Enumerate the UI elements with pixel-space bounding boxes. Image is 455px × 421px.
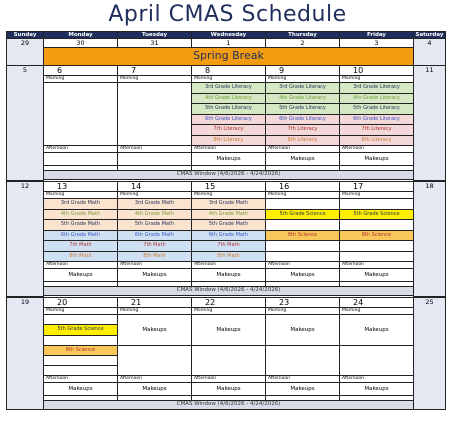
empty-slot: [340, 199, 414, 210]
event-5th-literacy: 5th Grade Literacy: [192, 104, 266, 115]
afternoon-label: Afternoon: [118, 376, 192, 383]
makeups-slot: Makeups: [118, 315, 192, 346]
event-3rd-math: 3rd Grade Math: [192, 199, 266, 210]
event-8th-math: 8th Math: [192, 251, 266, 262]
event-4th-literacy: 4th Grade Literacy: [340, 93, 414, 104]
day-header-sunday: Sunday: [7, 32, 44, 39]
makeups-slot: Makeups: [266, 269, 340, 282]
empty-slot: [44, 153, 118, 166]
event-8th-literacy: 8th Literacy: [192, 135, 266, 146]
afternoon-label: Afternoon: [118, 262, 192, 269]
event-7th-literacy: 7th Literacy: [340, 125, 414, 136]
event-4th-literacy: 4th Grade Literacy: [192, 93, 266, 104]
empty-slot: [340, 345, 414, 376]
event-7th-math: 7th Math: [192, 241, 266, 252]
event-5th-science: 5th Grade Science: [266, 209, 340, 220]
date-cell: 14: [118, 182, 192, 192]
date-cell: 21: [118, 298, 192, 308]
makeups-slot: Makeups: [118, 269, 192, 282]
date-cell: 22: [192, 298, 266, 308]
empty-slot: [44, 83, 118, 146]
morning-label: Morning: [340, 308, 414, 315]
event-3rd-literacy: 3rd Grade Literacy: [340, 83, 414, 94]
makeups-slot: Makeups: [118, 383, 192, 396]
afternoon-label: Afternoon: [118, 146, 192, 153]
makeups-slot: Makeups: [266, 315, 340, 346]
day-header-monday: Monday: [44, 32, 118, 39]
event-8th-science: 8th Science: [340, 230, 414, 241]
event-8th-math: 8th Math: [118, 251, 192, 262]
date-cell: 6: [44, 66, 118, 76]
makeups-slot: Makeups: [192, 153, 266, 166]
date-saturday: 25: [414, 298, 446, 410]
morning-label: Morning: [192, 76, 266, 83]
makeups-slot: Makeups: [266, 153, 340, 166]
empty-slot: [340, 241, 414, 252]
empty-slot: [266, 199, 340, 210]
afternoon-label: Afternoon: [44, 146, 118, 153]
page-title: April CMAS Schedule: [108, 2, 347, 27]
morning-label: Morning: [340, 192, 414, 199]
date-saturday: 18: [414, 182, 446, 297]
morning-label: Morning: [118, 76, 192, 83]
day-header-thursday: Thursday: [266, 32, 340, 39]
morning-label: Morning: [118, 192, 192, 199]
makeups-slot: Makeups: [44, 383, 118, 396]
empty-slot: [118, 153, 192, 166]
empty-slot: [266, 241, 340, 252]
cmas-window-bar: CMAS Window (4/6/2026 - 4/24/2026): [44, 287, 414, 296]
event-7th-math: 7th Math: [118, 241, 192, 252]
event-3rd-literacy: 3rd Grade Literacy: [266, 83, 340, 94]
morning-label: Morning: [266, 192, 340, 199]
morning-label: Morning: [192, 192, 266, 199]
empty-slot: [44, 335, 118, 345]
empty-slot: [266, 220, 340, 231]
makeups-slot: Makeups: [266, 383, 340, 396]
event-5th-science: 5th Grade Science: [340, 209, 414, 220]
empty-slot: [118, 83, 192, 146]
week-row: [7, 39, 446, 48]
event-3rd-math: 3rd Grade Math: [44, 199, 118, 210]
event-8th-math: 8th Math: [44, 251, 118, 262]
day-header-tuesday: Tuesday: [118, 32, 192, 39]
date-cell: 9: [266, 66, 340, 76]
date-cell: 7: [118, 66, 192, 76]
event-3rd-literacy: 3rd Grade Literacy: [192, 83, 266, 94]
date-cell: 20: [44, 298, 118, 308]
makeups-slot: Makeups: [192, 315, 266, 346]
date-cell: 24: [340, 298, 414, 308]
event-8th-science: 8th Science: [266, 230, 340, 241]
date-cell: 2: [266, 39, 340, 48]
date-cell: 13: [44, 182, 118, 192]
date-saturday: 4: [414, 39, 446, 66]
date-cell: 3: [340, 39, 414, 48]
makeups-slot: Makeups: [340, 153, 414, 166]
makeups-slot: Makeups: [340, 383, 414, 396]
event-8th-science: 8th Science: [44, 345, 118, 356]
date-sunday: 12: [7, 182, 44, 297]
date-cell: 10: [340, 66, 414, 76]
afternoon-label: Afternoon: [340, 262, 414, 269]
date-cell: 1: [192, 39, 266, 48]
afternoon-label: Afternoon: [192, 146, 266, 153]
afternoon-label: Afternoon: [340, 146, 414, 153]
morning-label: Morning: [340, 76, 414, 83]
empty-slot: [340, 220, 414, 231]
event-4th-math: 4th Grade Math: [44, 209, 118, 220]
date-cell: 31: [118, 39, 192, 48]
cmas-window-bar: CMAS Window (4/6/2026 - 4/24/2026): [44, 171, 414, 180]
afternoon-label: Afternoon: [266, 262, 340, 269]
makeups-slot: Makeups: [192, 269, 266, 282]
date-sunday: 29: [7, 39, 44, 66]
empty-slot: [266, 345, 340, 376]
date-cell: 30: [44, 39, 118, 48]
empty-slot: [340, 251, 414, 262]
weekday-header: [7, 32, 446, 39]
morning-label: Morning: [266, 76, 340, 83]
afternoon-label: Afternoon: [192, 262, 266, 269]
event-5th-literacy: 5th Grade Literacy: [266, 104, 340, 115]
afternoon-label: Afternoon: [266, 146, 340, 153]
event-8th-literacy: 8th Literacy: [340, 135, 414, 146]
day-header-saturday: Saturday: [415, 32, 444, 38]
empty-slot: [266, 251, 340, 262]
event-6th-literacy: 6th Grade Literacy: [340, 114, 414, 125]
makeups-slot: Makeups: [192, 383, 266, 396]
morning-label: Morning: [118, 308, 192, 315]
empty-slot: [118, 345, 192, 376]
empty-slot: [44, 315, 118, 325]
event-6th-literacy: 6th Grade Literacy: [266, 114, 340, 125]
event-5th-math: 5th Grade Math: [192, 220, 266, 231]
makeups-slot: Makeups: [44, 269, 118, 282]
morning-label: Morning: [192, 308, 266, 315]
event-5th-math: 5th Grade Math: [118, 220, 192, 231]
morning-label: Morning: [44, 192, 118, 199]
afternoon-label: Afternoon: [192, 376, 266, 383]
afternoon-label: Afternoon: [44, 376, 118, 383]
event-7th-math: 7th Math: [44, 241, 118, 252]
afternoon-label: Afternoon: [44, 262, 118, 269]
date-sunday: 5: [7, 66, 44, 181]
event-6th-math: 6th Grade Math: [118, 230, 192, 241]
date-saturday: 11: [414, 66, 446, 181]
date-cell: 15: [192, 182, 266, 192]
event-4th-math: 4th Grade Math: [118, 209, 192, 220]
event-7th-literacy: 7th Literacy: [266, 125, 340, 136]
makeups-slot: Makeups: [340, 315, 414, 346]
afternoon-label: Afternoon: [266, 376, 340, 383]
event-6th-math: 6th Grade Math: [192, 230, 266, 241]
event-6th-literacy: 6th Grade Literacy: [192, 114, 266, 125]
morning-label: Morning: [266, 308, 340, 315]
empty-slot: [44, 366, 118, 376]
event-8th-literacy: 8th Literacy: [266, 135, 340, 146]
event-5th-literacy: 5th Grade Literacy: [340, 104, 414, 115]
date-cell: 17: [340, 182, 414, 192]
event-6th-math: 6th Grade Math: [44, 230, 118, 241]
day-header-friday: Friday: [340, 32, 414, 39]
makeups-slot: Makeups: [340, 269, 414, 282]
calendar-grid: [6, 31, 445, 419]
date-cell: 8: [192, 66, 266, 76]
calendar-table: [6, 31, 446, 410]
event-7th-literacy: 7th Literacy: [192, 125, 266, 136]
event-4th-literacy: 4th Grade Literacy: [266, 93, 340, 104]
date-cell: 16: [266, 182, 340, 192]
event-3rd-math: 3rd Grade Math: [118, 199, 192, 210]
morning-label: Morning: [44, 76, 118, 83]
empty-slot: [44, 356, 118, 366]
cmas-window-bar: CMAS Window (4/6/2026 - 4/24/2026): [44, 401, 414, 410]
afternoon-label: Afternoon: [340, 376, 414, 383]
date-cell: 23: [266, 298, 340, 308]
event-4th-math: 4th Grade Math: [192, 209, 266, 220]
empty-slot: [192, 345, 266, 376]
date-sunday: 19: [7, 298, 44, 410]
morning-label: Morning: [44, 308, 118, 315]
event-5th-science: 5th Grade Science: [44, 325, 118, 336]
spring-break-banner: Spring Break: [44, 48, 414, 66]
event-5th-math: 5th Grade Math: [44, 220, 118, 231]
day-header-wednesday: Wednesday: [192, 32, 266, 39]
